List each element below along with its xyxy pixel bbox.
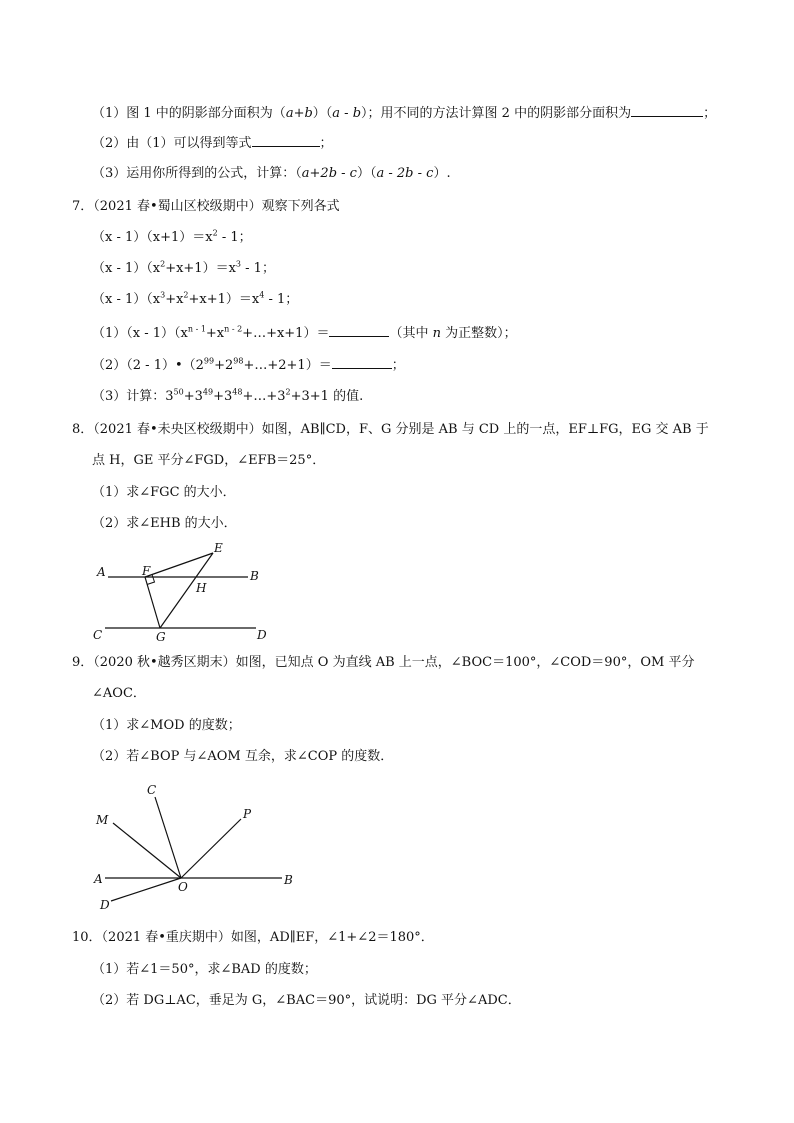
q7-part1-exp2: n - 2 [224, 324, 243, 334]
q7-part3-exp4: 2 [285, 387, 291, 397]
q7-part3-c: +3 [213, 389, 233, 404]
q7-part2-b: +2 [214, 358, 234, 373]
q8-header: 8．（2021 春•未央区校级期中）如图，AB∥CD，F、G 分别是 AB 与 CD 上的一点，EF⊥FG，EG 交 AB 于 [72, 422, 709, 437]
q6-part1-end: ； [703, 106, 717, 121]
q9-label-o: O [178, 880, 188, 894]
q9-label-a: A [94, 872, 103, 886]
q7-part3-exp2: 49 [202, 387, 214, 397]
q7-part3-d: +…+3 [242, 389, 286, 404]
q6-part2-text: （2）由（1）可以得到等式 [92, 136, 252, 151]
q7-eq2-exp1: 2 [160, 259, 166, 269]
q7-part1-b: +x [205, 326, 225, 341]
q6-part1-prefix: （1）图 1 中的阴影部分面积为（ [92, 106, 286, 121]
q8-label-h: H [196, 581, 207, 595]
q8-label-b: B [250, 569, 259, 583]
q6-part2-end: ； [319, 136, 333, 151]
q6-part1-term2: a - b [332, 106, 362, 121]
q10-header: 10．（2021 春•重庆期中）如图，AD∥EF，∠1+∠2＝180°． [72, 930, 434, 945]
q9-part2: （2）若∠BOP 与∠AOM 互余，求∠COP 的度数． [92, 749, 394, 764]
q8-part2: （2）求∠EHB 的大小． [92, 516, 237, 531]
q7-eq3-b: +x [165, 292, 184, 307]
q7-part2-exp2: 98 [233, 356, 244, 366]
q8-header-cont: 点 H，GE 平分∠FGD，∠EFB＝25°． [92, 453, 326, 468]
q8-part1: （1）求∠FGC 的大小． [92, 485, 236, 500]
q7-part1-d: （其中 [389, 326, 433, 341]
q7-part1-c: +…+x+1）＝ [242, 326, 330, 341]
q7-eq3-exp1: 3 [160, 290, 166, 300]
q9-label-b: B [284, 873, 293, 887]
q7-part3-a: （3）计算：3 [92, 389, 174, 404]
q7-part1-n: n [432, 326, 441, 341]
q6-part3-expr2: a - 2b - c [376, 166, 434, 181]
q9-header-cont: ∠AOC． [92, 686, 146, 701]
q9-ray-oc [155, 797, 181, 878]
q9-label-p: P [243, 807, 252, 821]
q8-label-c: C [93, 628, 103, 642]
q8-segment-fe [145, 553, 213, 577]
q6-part1-suffix: ）；用不同的方法计算图 2 中的阴影部分面积为 [361, 106, 632, 121]
q7-eq2-exp2: 3 [235, 259, 242, 269]
q7-part3-exp1: 50 [173, 387, 184, 397]
q7-part2-a: （2）（2 - 1）•（2 [92, 358, 204, 373]
q7-part1-e: 为正整数）； [440, 326, 517, 341]
q8-label-d: D [257, 628, 267, 642]
q7-part1-a: （1）（x - 1）（x [92, 326, 188, 341]
q7-eq2-a: （x - 1）（x [92, 261, 161, 276]
q7-eq3-tail: - 1； [264, 292, 299, 307]
q10-part1: （1）若∠1＝50°，求∠BAD 的度数； [92, 962, 317, 977]
q9-header: 9．（2020 秋•越秀区期末）如图，已知点 O 为直线 AB 上一点，∠BOC＝100°，∠COD＝90°，OM 平分 [72, 655, 695, 670]
q7-part2-end: ； [391, 358, 405, 373]
q9-label-m: M [96, 813, 109, 827]
q9-ray-om [113, 823, 181, 878]
q8-label-g: G [156, 630, 166, 644]
q7-eq2-tail: - 1； [241, 261, 275, 276]
q7-part3-exp3: 48 [232, 387, 243, 397]
q6-part1-mid: ）（ [312, 106, 333, 121]
q7-part3-b: +3 [183, 389, 203, 404]
q7-eq1-tail: - 1； [217, 230, 252, 245]
q7-eq3-exp2: 2 [183, 290, 189, 300]
q7-part1-exp1: n - 1 [187, 324, 206, 334]
q10-part2: （2）若 DG⊥AC，垂足为 G，∠BAC＝90°，试说明：DG 平分∠ADC． [92, 993, 521, 1008]
q7-eq3-c: +x+1）＝x [188, 292, 260, 307]
q6-part3-prefix: （3）运用你所得到的公式，计算：（ [92, 166, 302, 181]
q9-label-c: C [147, 783, 157, 797]
q8-label-f: F [142, 564, 151, 578]
q7-eq3-exp3: 4 [259, 290, 265, 300]
q7-eq1-body: （x - 1）（x+1）＝x [92, 230, 213, 245]
q7-part2-c: +…+2+1）＝ [243, 358, 332, 373]
q9-ray-od [111, 878, 181, 901]
q7-eq2-b: +x+1）＝x [165, 261, 236, 276]
q7-part3-e: +3+1 的值. [290, 389, 364, 404]
q6-part3-expr1: a+2b - c [301, 166, 357, 181]
q7-eq3-a: （x - 1）（x [92, 292, 161, 307]
q9-ray-op [181, 819, 241, 878]
q9-part1: （1）求∠MOD 的度数； [92, 718, 241, 733]
q6-part3-end: ）. [433, 166, 451, 181]
q7-header: 7．（2021 春•蜀山区校级期中）观察下列各式 [72, 199, 340, 214]
q9-label-d: D [100, 898, 110, 912]
q6-part3-mid: ）（ [356, 166, 377, 181]
q8-label-a: A [97, 565, 106, 579]
q7-part2-exp1: 99 [203, 356, 215, 366]
q8-label-e: E [214, 541, 223, 555]
q7-eq1-exp: 2 [212, 228, 218, 238]
q6-part1-term1: a+b [285, 106, 313, 121]
